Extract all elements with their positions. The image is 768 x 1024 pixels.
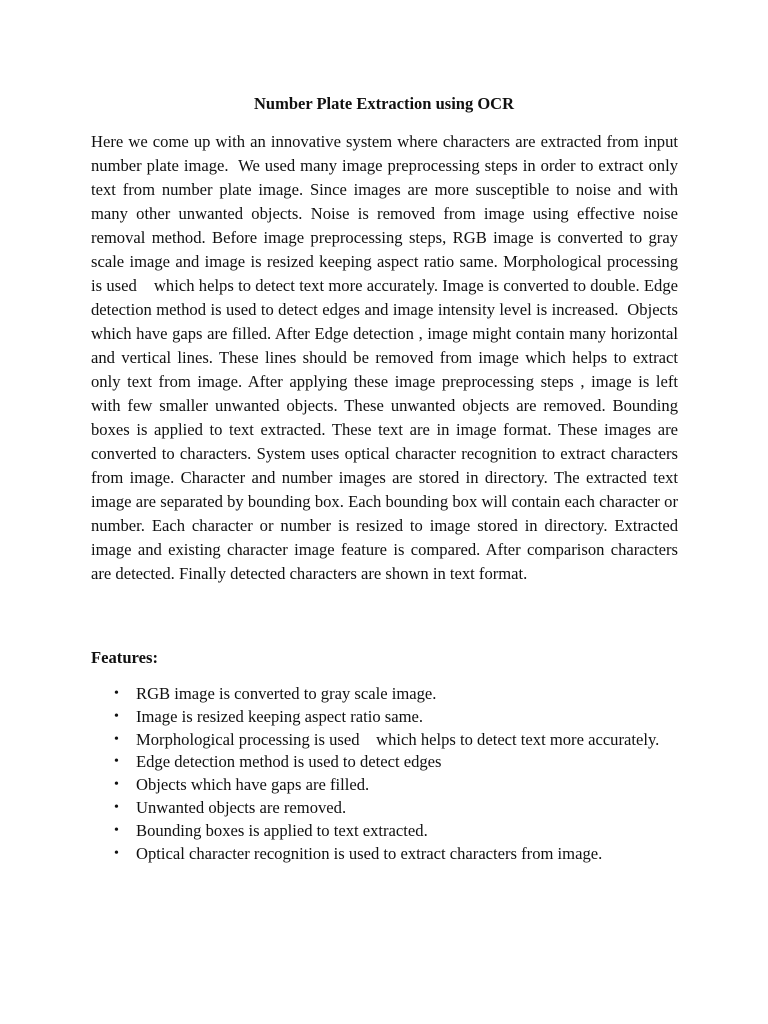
features-heading: Features: xyxy=(91,648,158,667)
bullet-icon: • xyxy=(114,731,119,747)
list-item xyxy=(91,683,678,706)
feature-text: Image is resized keeping aspect ratio same. xyxy=(136,706,424,726)
body-paragraph: Here we come up with an innovative system where characters are extracted from input number plate image. We used many image preprocessing steps in order to extract only text from number plate image. Since images are more susceptible to noise and with many other unwanted objects. Noise is removed from image using effective noise removal method. Before image preprocessing steps, RGB image is converted to gray scale image and image is resized keeping aspect ratio same. Morphological processing is used which helps to detect text more accurately. Image is converted to double. Edge detection method is used to detect edges and image intensity level is increased. Objects which have gaps are filled. After Edge detection , image might contain many horizontal and vertical lines. These lines should be removed from image which helps to extract only text from image. After applying these image preprocessing steps , image is left with few smaller unwanted objects. These unwanted objects are removed. Bounding boxes is applied to text extracted. These text are in image format. These images are converted to characters. System uses optical character recognition to extract characters from image. Character and number images are stored in directory. The extracted text image are separated by bounding box. Each bounding box will contain each character or number. Each character or number is resized to image stored in directory. Extracted image and existing character image feature is compared. After comparison characters are detected. Finally detected characters are shown in text format. xyxy=(91,132,683,583)
list-item xyxy=(91,843,678,866)
bullet-icon: • xyxy=(114,686,119,701)
feature-text: Objects which have gaps are filled. xyxy=(136,775,370,795)
feature-text: Bounding boxes is applied to text extracted. xyxy=(136,820,428,840)
feature-text: Edge detection method is used to detect edges xyxy=(136,752,442,772)
feature-list xyxy=(91,683,678,865)
list-item xyxy=(91,797,678,820)
list-item xyxy=(91,820,678,843)
document-title: Number Plate Extraction using OCR xyxy=(253,94,515,113)
bullet-icon: • xyxy=(114,799,119,815)
bullet-icon: • xyxy=(114,845,119,861)
bullet-icon: • xyxy=(114,777,119,793)
bullet-icon: • xyxy=(114,754,119,770)
list-item xyxy=(91,774,678,797)
feature-text: RGB image is converted to gray scale image. xyxy=(136,684,437,703)
bullet-icon: • xyxy=(114,822,119,838)
feature-text: Optical character recognition is used to extract characters from image. xyxy=(136,843,603,863)
list-item xyxy=(91,706,678,729)
bullet-icon: • xyxy=(114,708,119,724)
feature-text: Morphological processing is used which helps to detect text more accurately. xyxy=(136,729,660,749)
list-item xyxy=(91,729,678,752)
list-item xyxy=(91,751,678,774)
feature-text: Unwanted objects are removed. xyxy=(136,797,347,817)
